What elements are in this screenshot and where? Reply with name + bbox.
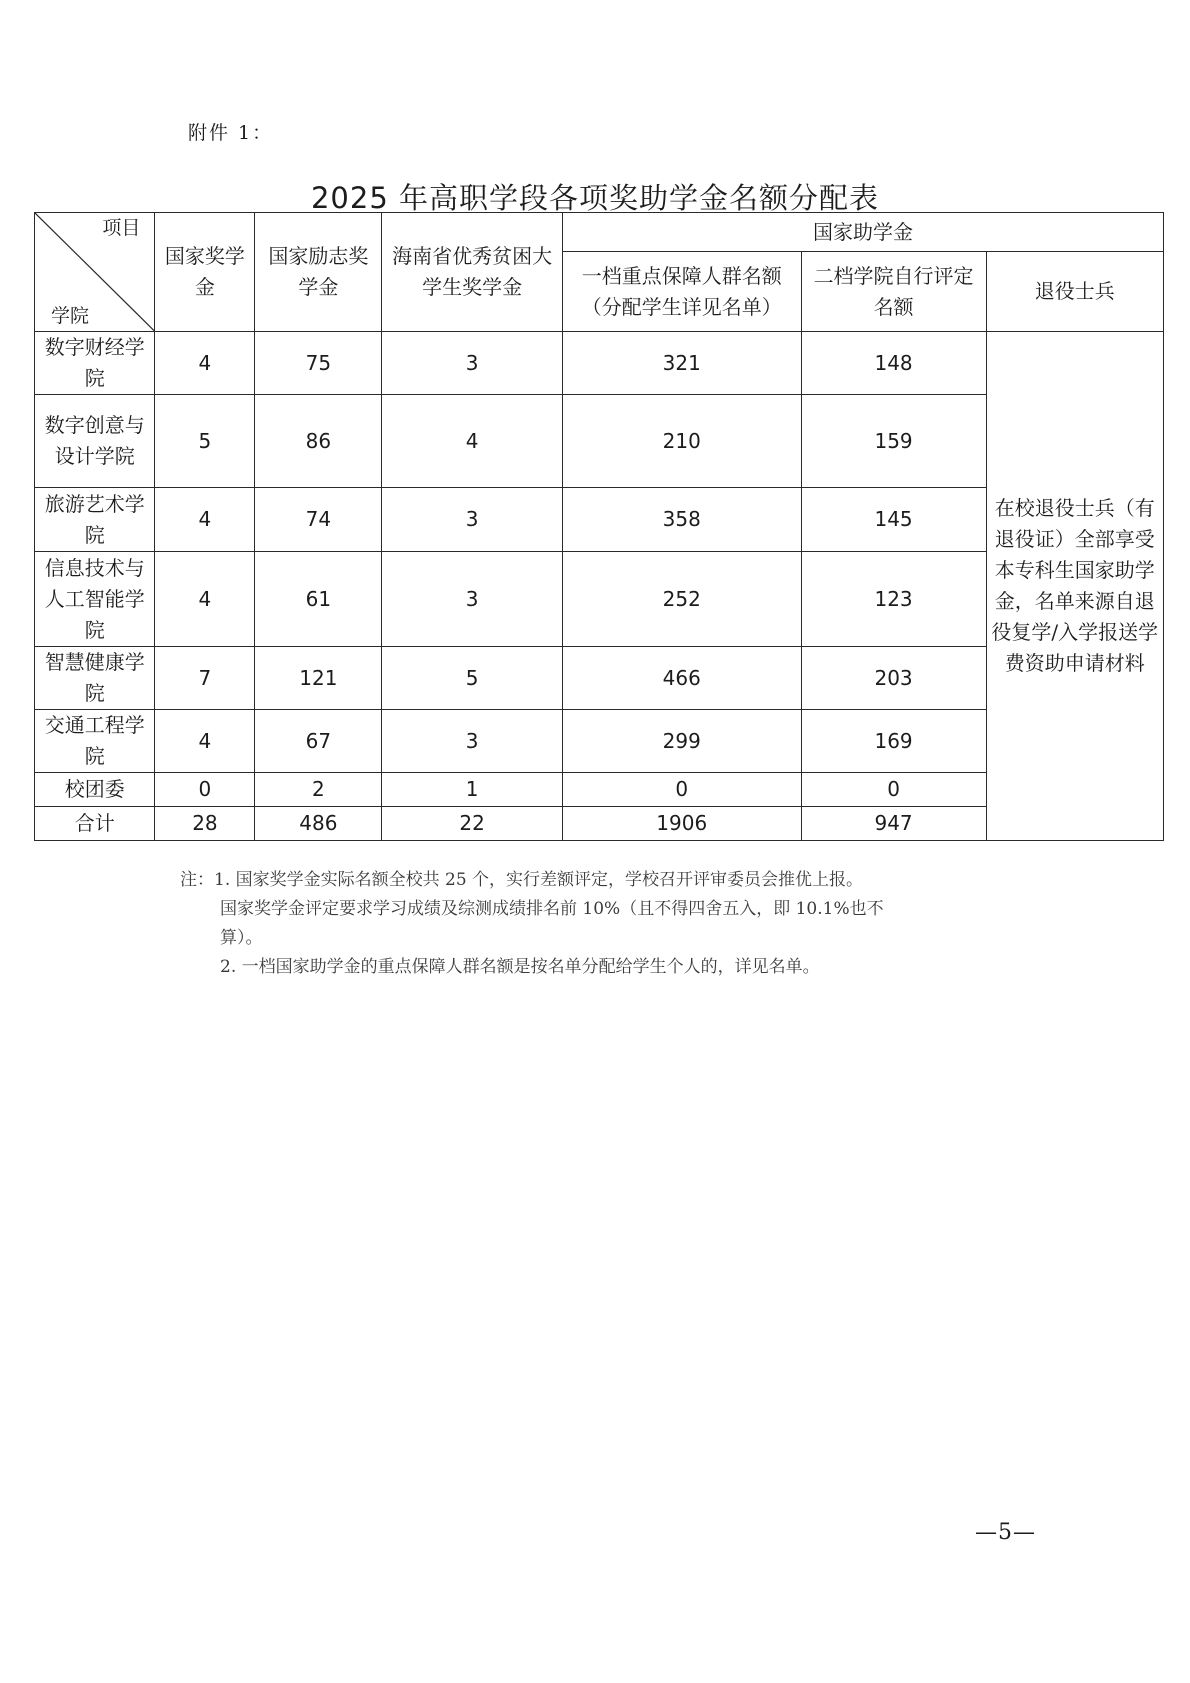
page-title: 2025 年高职学段各项奖助学金名额分配表 [310,181,880,215]
tier1-count: 299 [562,710,801,773]
corner-bottom-label: 学院 [51,305,90,327]
hainan-count: 5 [382,647,563,710]
tier1-count: 466 [562,647,801,710]
encouragement-count: 74 [255,488,382,552]
header-grant-tier2: 二档学院自行评定名额 [801,252,986,332]
hainan-count: 3 [382,488,563,552]
hainan-count: 1 [382,773,563,807]
tier2-count: 123 [801,552,986,647]
national-scholarship-count: 5 [155,395,255,488]
college-name: 交通工程学院 [35,710,155,773]
tier1-total: 1906 [562,807,801,841]
college-name: 旅游艺术学院 [35,488,155,552]
tier1-count: 0 [562,773,801,807]
college-name: 数字财经学院 [35,332,155,395]
hainan-count: 3 [382,332,563,395]
tier2-count: 148 [801,332,986,395]
allocation-table [34,212,1164,841]
national-scholarship-count: 4 [155,332,255,395]
note-line: 国家奖学金评定要求学习成绩及综测成绩排名前 10%（且不得四舍五入，即 10.1%也不 [220,899,884,919]
national-scholarship-count: 7 [155,647,255,710]
tier1-count: 358 [562,488,801,552]
college-name: 校团委 [35,773,155,807]
encouragement-count: 86 [255,395,382,488]
page-number: —5— [975,1520,1036,1545]
note-line: 注：1. 国家奖学金实际名额全校共 25 个，实行差额评定，学校召开评审委员会推优上报。 [180,870,864,890]
table-notes [180,866,1040,982]
header-national-grant: 国家助学金 [562,213,1163,252]
total-label: 合计 [35,807,155,841]
header-grant-tier1: 一档重点保障人群名额（分配学生详见名单） [562,252,801,332]
encouragement-count: 67 [255,710,382,773]
national-scholarship-count: 0 [155,773,255,807]
header-national-scholarship: 国家奖学金 [155,213,255,332]
note-line: 2. 一档国家助学金的重点保障人群名额是按名单分配给学生个人的，详见名单。 [220,957,820,977]
college-name: 信息技术与人工智能学院 [35,552,155,647]
header-row-1 [35,213,1164,252]
tier2-count: 145 [801,488,986,552]
tier2-count: 169 [801,710,986,773]
header-hainan-scholarship: 海南省优秀贫困大学生奖学金 [382,213,563,332]
college-name: 数字创意与设计学院 [35,395,155,488]
tier2-total: 947 [801,807,986,841]
veteran-note: 在校退役士兵（有退役证）全部享受本专科生国家助学金，名单来源自退役复学/入学报送学费资助申请材料 [986,332,1163,841]
header-national-encouragement: 国家励志奖学金 [255,213,382,332]
national-scholarship-count: 4 [155,552,255,647]
national-scholarship-total: 28 [155,807,255,841]
corner-top-label: 项目 [102,217,141,239]
note-line: 算）。 [220,928,263,948]
tier2-count: 203 [801,647,986,710]
tier1-count: 210 [562,395,801,488]
table-row [35,332,1164,395]
encouragement-total: 486 [255,807,382,841]
attachment-label: 附件 1： [188,122,274,144]
national-scholarship-count: 4 [155,710,255,773]
header-veterans: 退役士兵 [986,252,1163,332]
hainan-count: 3 [382,552,563,647]
hainan-count: 4 [382,395,563,488]
hainan-count: 3 [382,710,563,773]
encouragement-count: 121 [255,647,382,710]
encouragement-count: 61 [255,552,382,647]
tier2-count: 159 [801,395,986,488]
tier2-count: 0 [801,773,986,807]
national-scholarship-count: 4 [155,488,255,552]
corner-header-cell [35,213,155,332]
tier1-count: 252 [562,552,801,647]
encouragement-count: 2 [255,773,382,807]
college-name: 智慧健康学院 [35,647,155,710]
tier1-count: 321 [562,332,801,395]
hainan-total: 22 [382,807,563,841]
encouragement-count: 75 [255,332,382,395]
